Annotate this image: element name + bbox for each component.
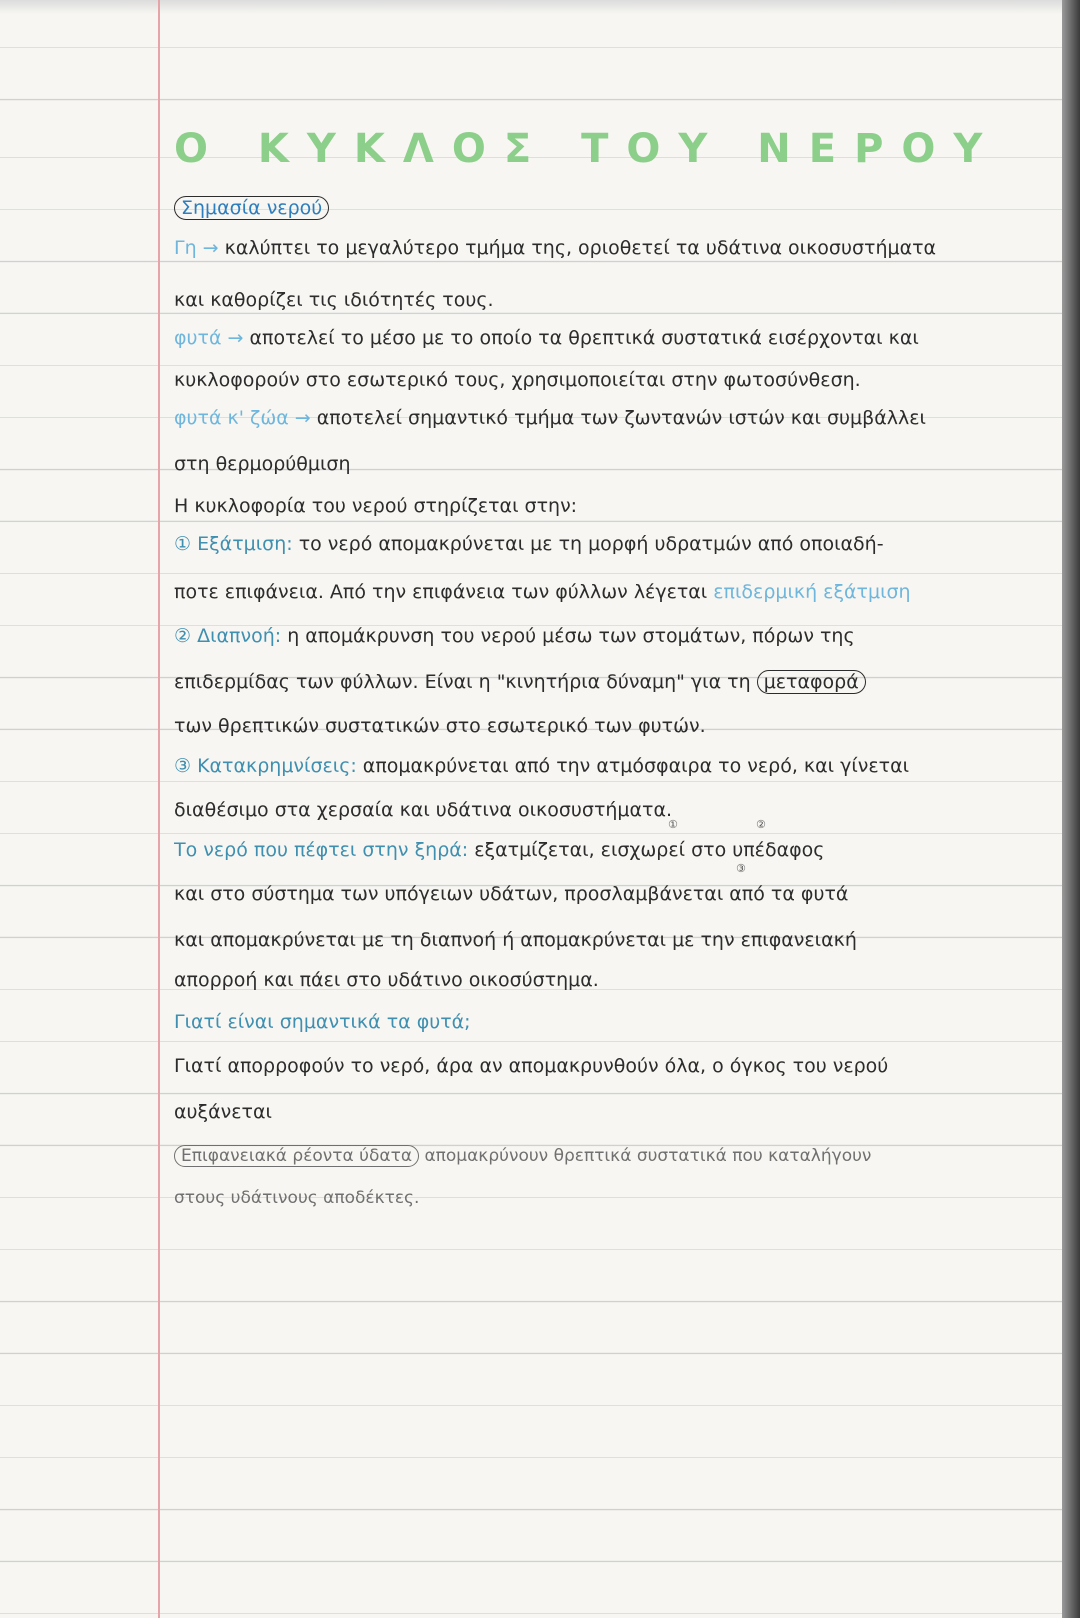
line-label: ③ Κατακρημνίσεις:	[174, 755, 357, 777]
line-text: εξατμίζεται, εισχωρεί στο υπέδαφος	[474, 839, 825, 861]
note-line-6	[174, 450, 1054, 478]
line-text: κυκλοφορούν στο εσωτερικό τους, χρησιμοποιείται στην φωτοσύνθεση.	[174, 369, 861, 391]
note-line-2	[174, 286, 1054, 314]
line-label: Γιατί είναι σημαντικά τα φυτά;	[174, 1011, 471, 1033]
note-line-17	[174, 926, 1054, 954]
note-line-9	[174, 578, 1054, 606]
line-text: και στο σύστημα των υπόγειων υδάτων, προσλαμβάνεται από τα φυτά	[174, 883, 849, 905]
line-text: στους υδάτινους αποδέκτες.	[174, 1188, 420, 1208]
note-line-22	[174, 1142, 1054, 1170]
line-text: απομακρύνεται από την ατμόσφαιρα το νερό, και γίνεται	[362, 755, 910, 777]
note-line-19	[174, 1008, 1054, 1036]
line-text: επιδερμίδας των φύλλων. Είναι η "κινητήρια δύναμη" για τη	[174, 671, 751, 693]
line-label: Επιφανειακά ρέοντα ύδατα	[174, 1145, 419, 1167]
note-line-5	[174, 404, 1054, 432]
margin-line	[158, 0, 160, 1618]
note-line-20	[174, 1052, 1054, 1080]
heading-text: Σημασία νερού	[174, 196, 329, 220]
note-line-13	[174, 752, 1054, 780]
section-heading	[174, 194, 1054, 222]
line-text: απορροή και πάει στο υδάτινο οικοσύστημα.	[174, 969, 599, 991]
line-text: ποτε επιφάνεια. Από την επιφάνεια των φύλλων λέγεται	[174, 581, 708, 603]
line-text: καλύπτει το μεγαλύτερο τμήμα της, οριοθετεί τα υδάτινα οικοσυστήματα	[224, 237, 937, 259]
line-label: φυτά κ' ζώα →	[174, 407, 311, 429]
line-text: αποτελεί το μέσο με το οποίο τα θρεπτικά συστατικά εισέρχονται και	[249, 327, 919, 349]
page-title: Ο ΚΥΚΛΟΣ ΤΟΥ ΝΕΡΟΥ	[174, 126, 1001, 172]
line-text: απομακρύνουν θρεπτικά συστατικά που καταλήγουν	[424, 1146, 872, 1166]
line-label: Γη →	[174, 237, 219, 259]
note-line-18	[174, 966, 1054, 994]
note-line-11	[174, 668, 1054, 696]
line-label: φυτά →	[174, 327, 244, 349]
line-text: διαθέσιμο στα χερσαία και υδάτινα οικοσυστήματα.	[174, 799, 673, 821]
line-extra: μεταφορά	[757, 670, 866, 694]
note-line-16	[174, 880, 1054, 908]
note-line-1	[174, 234, 1054, 262]
line-text: Η κυκλοφορία του νερού στηρίζεται στην:	[174, 495, 578, 517]
line-text: Γιατί απορροφούν το νερό, άρα αν απομακρυνθούν όλα, ο όγκος του νερού	[174, 1055, 889, 1077]
marker-1: ①	[668, 818, 678, 831]
line-extra: επιδερμική εξάτμιση	[713, 581, 911, 603]
note-line-15	[174, 836, 1054, 864]
line-text: των θρεπτικών συστατικών στο εσωτερικό των φυτών.	[174, 715, 706, 737]
note-line-4	[174, 366, 1054, 394]
line-text: η απομάκρυνση του νερού μέσω των στομάτων, πόρων της	[287, 625, 855, 647]
marker-3: ③	[736, 862, 746, 875]
note-line-14	[174, 796, 1054, 824]
line-text: και απομακρύνεται με τη διαπνοή ή απομακρύνεται με την επιφανειακή	[174, 929, 857, 951]
line-label: ② Διαπνοή:	[174, 625, 282, 647]
note-line-10	[174, 622, 1054, 650]
notebook-edge	[1062, 0, 1080, 1618]
marker-2: ②	[756, 818, 766, 831]
line-text: αυξάνεται	[174, 1101, 272, 1123]
line-text: αποτελεί σημαντικό τμήμα των ζωντανών ιστών και συμβάλλει	[316, 407, 926, 429]
line-text: το νερό απομακρύνεται με τη μορφή υδρατμών από οποιαδή-	[298, 533, 884, 555]
line-label: Το νερό που πέφτει στην ξηρά:	[174, 839, 469, 861]
note-line-3	[174, 324, 1054, 352]
note-line-8	[174, 530, 1054, 558]
note-line-12	[174, 712, 1054, 740]
line-label: ① Εξάτμιση:	[174, 533, 293, 555]
note-line-7	[174, 492, 1054, 520]
note-line-23	[174, 1184, 1054, 1212]
line-text: στη θερμορύθμιση	[174, 453, 351, 475]
note-line-21	[174, 1098, 1054, 1126]
line-text: και καθορίζει τις ιδιότητές τους.	[174, 289, 494, 311]
